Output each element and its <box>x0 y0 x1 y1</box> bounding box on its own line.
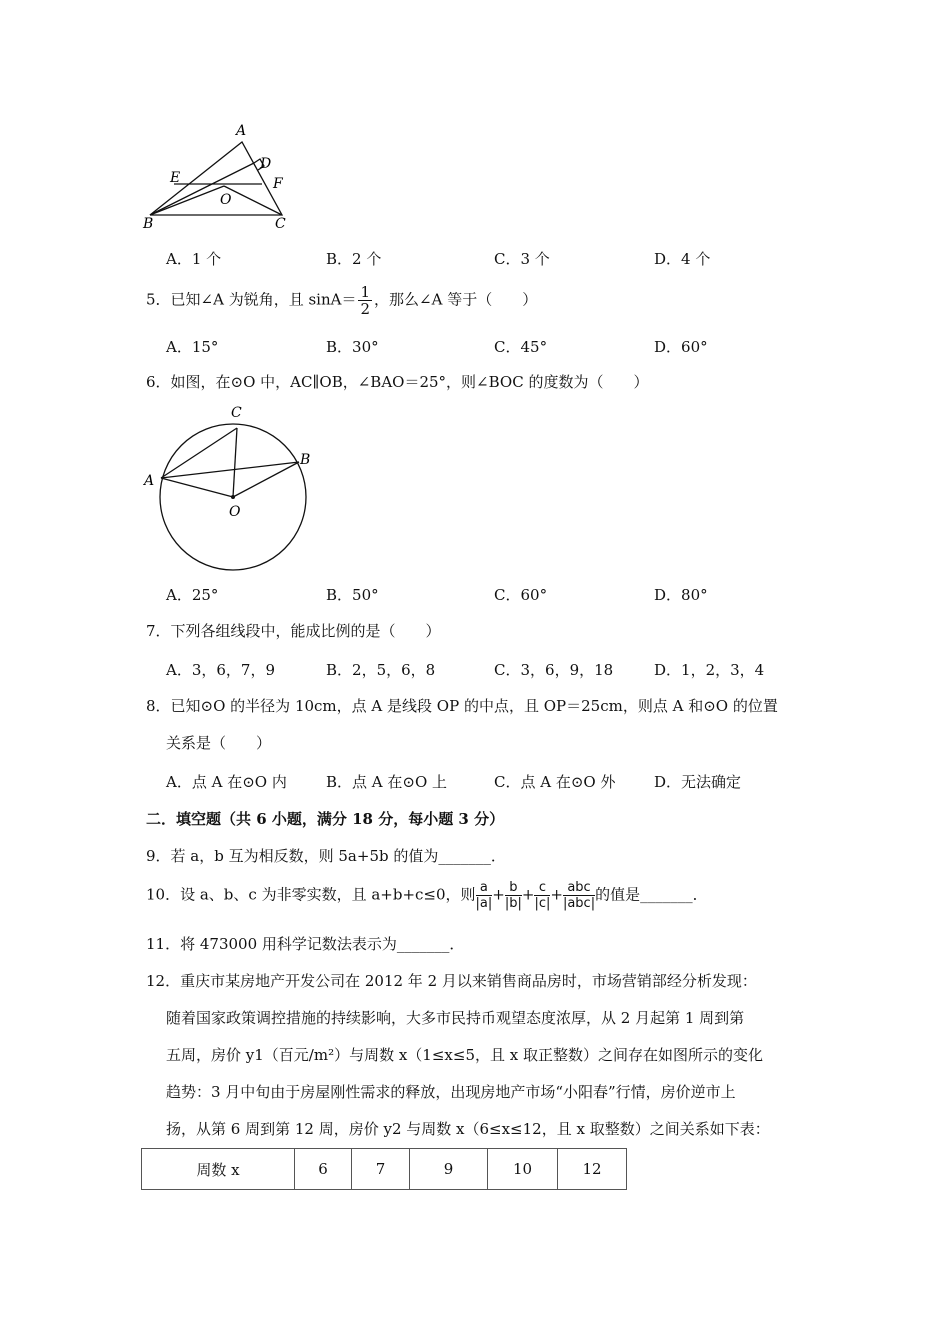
q6-option-c: C．60° <box>494 586 548 604</box>
label-O: O <box>229 504 241 520</box>
q7-question: 7．下列各组线段中，能成比例的是（ ） <box>146 622 441 640</box>
label-B: B <box>143 216 154 232</box>
section-heading: 二．填空题（共 6 小题，满分 18 分，每小题 3 分） <box>146 810 505 828</box>
q8-option-a: A．点 A 在⊙O 内 <box>166 773 287 791</box>
label-C: C <box>231 405 242 421</box>
q10-frac-c <box>534 880 550 911</box>
frac-num: b <box>505 880 522 896</box>
plus-sign: + <box>492 885 505 904</box>
q10-suffix: 的值是_______． <box>595 885 708 904</box>
q4-option-c: C．3 个 <box>494 250 550 268</box>
frac-den: |b| <box>504 896 522 911</box>
week-table <box>141 1148 627 1190</box>
frac-num: abc <box>563 880 595 896</box>
q8-option-c: C．点 A 在⊙O 外 <box>494 773 616 791</box>
q5-suffix: ，那么∠A 等于（ ） <box>374 290 538 309</box>
table-cell: 7 <box>352 1149 410 1190</box>
label-O: O <box>220 192 232 208</box>
frac-num: a <box>476 880 493 896</box>
label-F: F <box>273 176 283 192</box>
q5-frac-den: 2 <box>360 300 371 318</box>
q12-line3: 五周，房价 y1（百元/m²）与周数 x（1≤x≤5，且 x 取正整数）之间存在如图所示的变化 <box>166 1046 763 1064</box>
label-E: E <box>170 170 181 186</box>
q6-option-a: A．25° <box>166 586 219 604</box>
circle-figure <box>140 398 320 578</box>
q8-option-b: B．点 A 在⊙O 上 <box>326 773 448 791</box>
q11-question: 11．将 473000 用科学记数法表示为_______． <box>146 935 465 953</box>
q7-option-d: D．1，2，3，4 <box>654 661 765 679</box>
q5-prefix: 5．已知∠A 为锐角，且 sinA＝ <box>146 290 357 309</box>
frac-den: |abc| <box>562 896 596 911</box>
q5-frac-num: 1 <box>360 283 371 301</box>
q6-option-b: B．50° <box>326 586 379 604</box>
q5-question <box>146 284 537 317</box>
label-D: D <box>260 156 272 172</box>
q5-option-d: D．60° <box>654 338 708 356</box>
table-cell: 9 <box>410 1149 488 1190</box>
frac-num: c <box>534 880 550 896</box>
q4-option-b: B．2 个 <box>326 250 382 268</box>
label-B: B <box>300 452 311 468</box>
q10-question <box>146 880 708 911</box>
plus-sign: + <box>550 885 563 904</box>
q12-line1: 12．重庆市某房地产开发公司在 2012 年 2 月以来销售商品房时，市场营销部经分析发现： <box>146 972 757 990</box>
q5-option-b: B．30° <box>326 338 379 356</box>
table-cell: 12 <box>558 1149 627 1190</box>
q9-question: 9．若 a，b 互为相反数，则 5a+5b 的值为_______． <box>146 847 506 865</box>
label-A: A <box>144 473 155 489</box>
q12-line4: 趋势：3 月中旬由于房屋刚性需求的释放，出现房地产市场“小阳春”行情，房价逆市上 <box>166 1083 736 1101</box>
q8-question-line1: 8．已知⊙O 的半径为 10cm，点 A 是线段 OP 的中点，且 OP＝25cm，则点 A 和⊙O 的位置 <box>146 697 778 715</box>
frac-den: |c| <box>534 896 551 911</box>
q10-frac-a <box>476 880 493 911</box>
q7-option-b: B．2，5，6，8 <box>326 661 436 679</box>
q4-option-d: D．4 个 <box>654 250 711 268</box>
table-cell: 10 <box>488 1149 558 1190</box>
q8-option-d: D．无法确定 <box>654 773 742 791</box>
q10-prefix: 10．设 a、b、c 为非零实数，且 a+b+c≤0，则 <box>146 885 476 904</box>
q8-question-line2: 关系是（ ） <box>166 734 272 752</box>
q10-frac-abc <box>563 880 595 911</box>
triangle-figure <box>138 118 298 236</box>
q12-line5: 扬，从第 6 周到第 12 周，房价 y2 与周数 x（6≤x≤12，且 x 取整数）之间关系如下表： <box>166 1120 770 1138</box>
q6-option-d: D．80° <box>654 586 708 604</box>
frac-den: |a| <box>475 896 493 911</box>
table-row <box>142 1149 627 1190</box>
q10-frac-b <box>505 880 522 911</box>
q7-option-a: A．3，6，7，9 <box>166 661 276 679</box>
q7-option-c: C．3，6，9，18 <box>494 661 614 679</box>
q5-option-c: C．45° <box>494 338 548 356</box>
plus-sign: + <box>521 885 535 904</box>
table-header-cell: 周数 x <box>142 1149 295 1190</box>
q4-option-a: A．1 个 <box>166 250 222 268</box>
q5-fraction <box>358 284 372 317</box>
label-A: A <box>236 123 247 139</box>
table-cell: 6 <box>295 1149 352 1190</box>
q6-question: 6．如图，在⊙O 中，AC∥OB，∠BAO＝25°，则∠BOC 的度数为（ ） <box>146 373 649 391</box>
q12-line2: 随着国家政策调控措施的持续影响，大多市民持币观望态度浓厚，从 2 月起第 1 周到第 <box>166 1009 745 1027</box>
q5-option-a: A．15° <box>166 338 219 356</box>
label-C: C <box>275 216 286 232</box>
